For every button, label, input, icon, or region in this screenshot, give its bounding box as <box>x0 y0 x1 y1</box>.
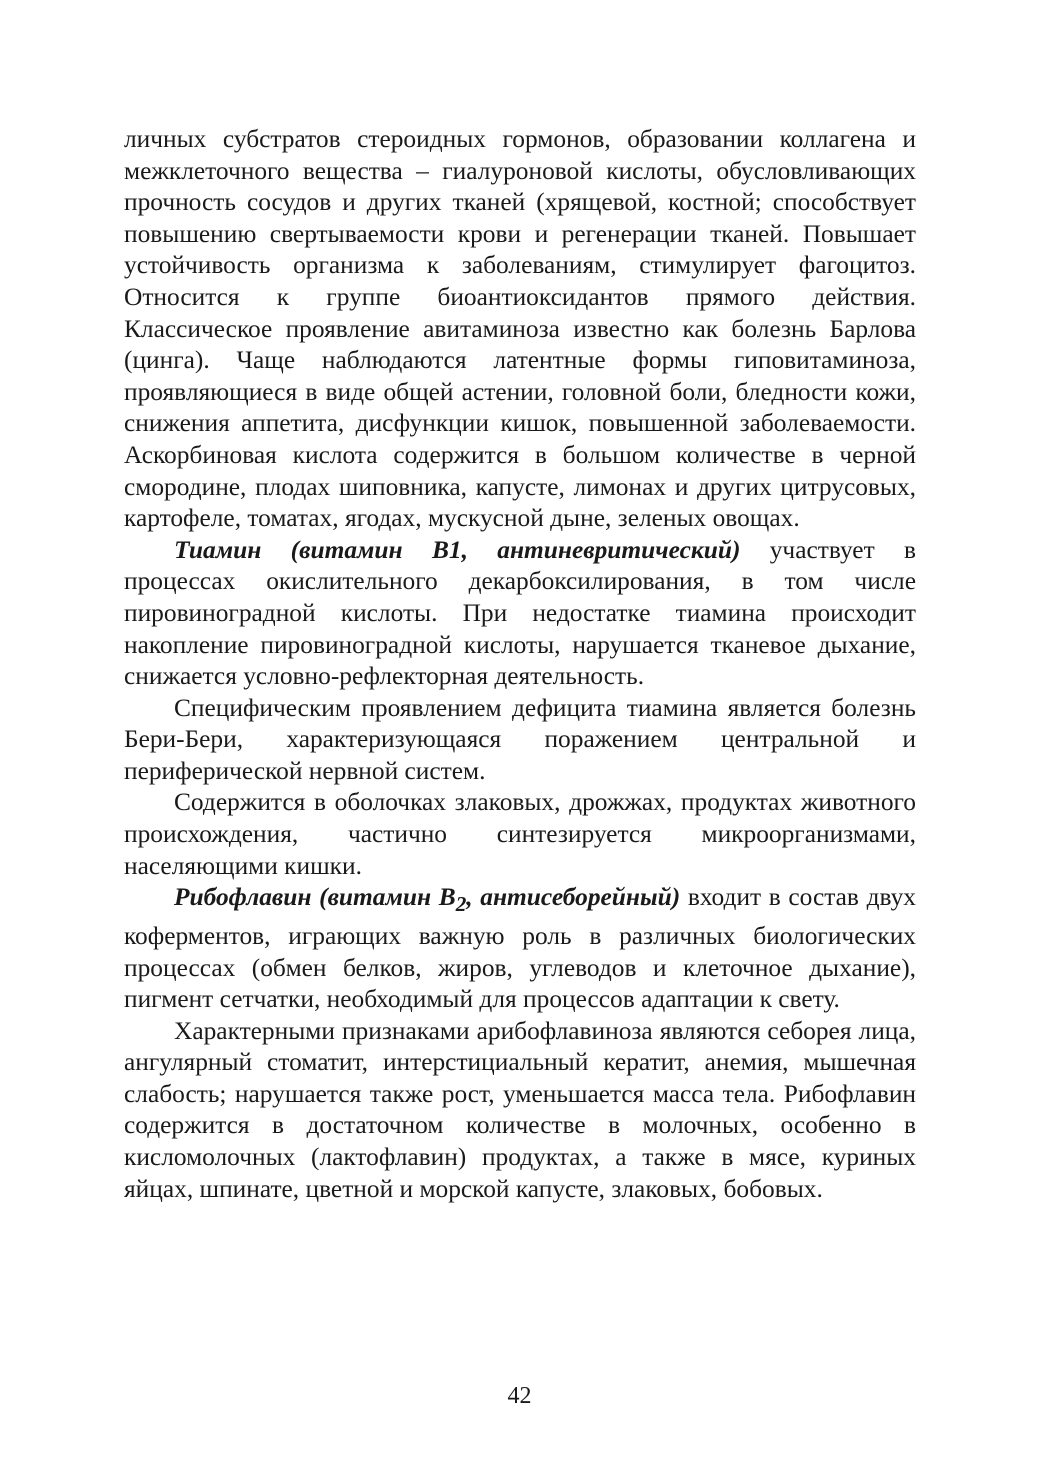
paragraph-riboflavin <box>124 882 916 1015</box>
term-riboflavin-tail: , антисеборейный) <box>466 883 681 912</box>
paragraph-text: Содержится в оболочках злаковых, дрожжах, продуктах животного происхождения, частично синтезируется микроорганизмами, населяющими кишки. <box>124 788 916 880</box>
term-thiamine: Тиамин (витамин В1, антиневритический) <box>174 535 741 564</box>
paragraph-text: личных субстратов стероидных гормонов, образовании коллагена и межклеточного вещества – гиалуроновой кислоты, обусловливающих прочность сосудов и других тканей (хрящевой, костной; способствует повышению свертываемости крови и регенерации тканей. Повышает устойчивость организма к заболеваниям, стимулирует фагоцитоз. Относится к группе биоантиоксидантов прямого действия. Классическое проявление авитаминоза известно как болезнь Барлова (цинга). Чаще наблюдаются латентные формы гиповитаминоза, проявляющиеся в виде общей астении, головной боли, бледности кожи, снижения аппетита, дисфункции кишок, повышенной заболеваемости. Аскорбиновая кислота содержится в большом количестве в черной смородине, плодах шиповника, капусте, лимонах и других цитрусовых, картофеле, томатах, ягодах, мускусной дыне, зеленых овощах. <box>124 125 916 533</box>
paragraph-text: участвует в процессах окислительного декарбоксилирования, в том числе пировиноградной кислоты. При недостатке тиамина происходит накопление пировиноградной кислоты, нарушается тканевое дыхание, снижается условно-рефлекторная деятельность. <box>124 535 916 691</box>
paragraph-thiamine <box>124 535 916 693</box>
page-number: 42 <box>507 1383 532 1409</box>
paragraph-text: Характерными признаками арибофлавиноза являются себорея лица, ангулярный стоматит, интерстициальный кератит, анемия, мышечная слабость; нарушается также рост, уменьшается масса тела. Рибофлавин содержится в достаточном количестве в молочных, особенно в кисломолочных (лактофлавин) продуктах, а также в мясе, куриных яйцах, шпинате, цветной и морской капусте, злаковых, бобовых. <box>124 1016 916 1203</box>
term-riboflavin-head: Рибофлавин (витамин В <box>174 883 456 912</box>
paragraph-text: Специфическим проявлением дефицита тиамина является болезнь Бери-Бери, характеризующаяся поражением центральной и периферической нервной систем. <box>124 693 916 785</box>
paragraph-text: входит в состав двух коферментов, играющих важную роль в различных биологических процессах (обмен белков, жиров, углеводов и клеточное дыхание), пигмент сетчатки, необходимый для процессов адаптации к свету. <box>124 883 916 1014</box>
paragraph-ariboflavinosis <box>124 1016 916 1206</box>
term-riboflavin-subscript: 2 <box>455 892 467 917</box>
body-text <box>124 124 916 1205</box>
paragraph-beriberi <box>124 693 916 788</box>
paragraph-ascorbic-continuation <box>124 124 916 535</box>
paragraph-thiamine-sources <box>124 787 916 882</box>
term-riboflavin <box>174 883 681 917</box>
